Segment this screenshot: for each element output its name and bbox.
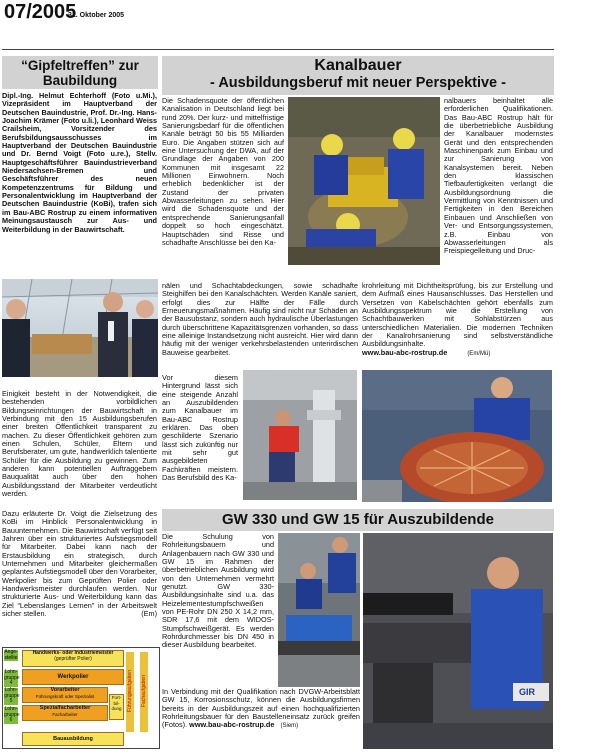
- svg-text:GIR: GIR: [519, 687, 536, 697]
- trainee-pipe-photo: [243, 370, 357, 500]
- diagram-vertical-label: Fachaufgaben: [141, 675, 147, 707]
- gw-author: (Siem): [280, 723, 299, 730]
- header-rule: [2, 49, 554, 50]
- main-article-subtitle: - Ausbildungsberuf mit neuer Perspektive -: [210, 75, 506, 91]
- main-title-bar: [162, 56, 554, 95]
- gw-article-title: GW 330 und GW 15 für Auszubildende: [222, 511, 494, 528]
- pipe-worker-photo: [363, 533, 553, 749]
- diagram-box-sub: Facharbeiter: [52, 711, 78, 717]
- main-article-title: Kanalbauer: [314, 57, 402, 74]
- summit-photo: [2, 279, 158, 377]
- gw-text-2-body: In Verbindung mit der Qualifikation nach DVGW-Arbeitsblatt GW 15, Korrosionsschutz, können die Ausbildungsfirmen bereits in der Ausbildungszeit auf einen hochqualifizierten Rohrleitungsbauer für den Baustelleneinsatz zurück greifen (Fotos).: [162, 687, 360, 730]
- gw-url: www.bau-abc-rostrup.de: [189, 720, 275, 730]
- diagram-box-spezial: [22, 705, 108, 721]
- diagram-box-sub: (geprüfter Polier): [54, 655, 92, 662]
- diagram-box-sub: Führungskraft oder Spezialist: [35, 693, 95, 699]
- left-intro-text: Dipl.-Ing. Helmut Echterhoff (Foto u.Mi.), Vizepräsident im Hauptverband der Deutschen Bauindustrie, Prof. Dr.-Ing. Hans-Joachim Krämer (Foto u.li.), Leonhard Weiss Crailsheim, Vorsitzender des Berufsbildungsausschusses im Hauptverband der Deutschen Bauindustrie und Dr. Bernd Voigt (Foto u.re.), Stellv. Hauptgeschäftsführer Bauindustrieverband Niedersachsen-Bremen und Geschäftsführer des neuen Kompetenzzentrums für Bildung und Personalentwicklung im Hauptverband der Deutschen Bauindustrie (KoBi), trafen sich im Bau-ABC Rostrup zu einem informativen Meinungsaustausch zur Aus- und Weiterbildung in der Bauwirtschaft.: [2, 91, 157, 234]
- main-wide-left: nälen und Schachtabdeckungen, sowie schadhafte Steighilfen bei den Kanalschächten. Werden Kanäle saniert, erfolgt dies zur Hälfte der Fälle durch Erneuerungsmaßnahmen. Häufig sind nicht nur Schäden an der Bausubstanz, sondern auch hydraulische Überlastungen durch überschrittene Kapazitätsgrenzen vorhanden, so dass eine alleinige Instandsetzung nicht ausreicht. Hier wird dann häufig mit der weniger verkehrsbelastenden unterirdischen Bauweise gearbeitet.: [162, 281, 358, 357]
- diagram-box-title: Werkpolier: [57, 674, 89, 680]
- diagram-box-title: Vorarbeiter: [50, 687, 80, 693]
- diagram-box-title: Spezialfacharbeiter: [39, 705, 91, 711]
- main-col3-text: nalbauers beinhaltet alle erforderlichen Qualifikationen. Das Bau-ABC Rostrup hält für die überbetriebliche Ausbildung der Kanalbauer modernstes Gerät und den entsprechenden Maschinenpark zum Einbau und zur Sanierung von Kanalsystemen bereit. Neben den klassischen Tiefbaufertigkeiten verlangt die Ausbildungsordnung die Vermittlung von Kenntnissen und Fertigkeiten in den Bereichen Einbauen und Anschließen von Ver- und Entsorgungssystemen, z.B. Einbau von Abwasserleitungen als Freispiegelleitung und Druc-: [444, 96, 553, 256]
- diagram-arrow-fach: [140, 652, 148, 732]
- left-author: (Em): [141, 609, 157, 619]
- diagram-side-label: Lohn-gruppe 4: [4, 669, 20, 686]
- main-col1-text: Die Schadensquote der öffentlichen Kanalisation in Deutschland liegt bei rund 20%. Der kurz- und mittelfristige Sanierungsbedarf für die öffentlichen Kanäle beträgt 50 bis 55 Milliarden Euro. Die Angaben stützen sich auf eine Untersuchung der DWA, auf der Grundlage der Angaben von 200 Kommunen mit insgesamt 22 Millionen Einwohnern. Noch erheblich bedenklicher ist der Zustand der privaten Abwasserleitungen zu sehen. Hier wird die Schadensquote und der entsprechende Sanierungsanfall doppelt so hoch eingeschätzt. Hauptschäden sind Risse und schadhafte Anschlüsse bei den Ka-: [162, 96, 284, 247]
- diagram-box-vorarbeiter: [22, 687, 108, 703]
- main-author: (Em/Mü): [467, 350, 491, 357]
- manhole-shaft-photo: [362, 370, 552, 502]
- diagram-box-bauausbildung: [22, 732, 124, 746]
- diagram-arrow-fuehrung: [126, 652, 134, 732]
- left-article-title: “Gipfeltreffen” zur Baubildung: [21, 58, 139, 88]
- main-wide-right: [362, 282, 553, 358]
- diagram-box-meister: [22, 650, 124, 667]
- issue-date: 31. Oktober 2005: [68, 12, 125, 19]
- diagram-box-fortbildung: Fort-bil-dung: [109, 694, 124, 720]
- gw-title-bar: [162, 509, 554, 531]
- main-narrow-text: Vor diesem Hintergrund lässt sich eine steigende Anzahl an Auszubildenden zum Kanalbauer im Bau-ABC Rostrup erklären. Das oben geschilderte Szenario lässt sich zukünftig nur mit sehr gut ausgebildeten Fachkräften meistern. Das Berufsbild des Ka-: [162, 373, 238, 483]
- diagram-box-title: Handwerks- oder Industriemeister: [32, 650, 114, 656]
- left-body-1: Einigkeit besteht in der Notwendigkeit, die bestehenden vorbildlichen Bildungseinrichtungen der Bauwirtschaft in Verbindung mit den 15 Ausbildungsberufen einer breiten Öffentlichkeit transparent zu machen. Zu dieser Öffentlichkeit gehören zum einen Schulen, Schüler, Eltern und Berufsberater, um gute, handwerklich talentierte Schüler für die Ausbildung zu gewinnen. Zum anderen kann potentiellen Auftraggebern Bauqualität auch über den hohen Ausbildungsstand der Mitarbeiter verdeutlicht werden.: [2, 389, 157, 499]
- main-url: www.bau-abc-rostrup.de: [362, 347, 448, 357]
- left-title-bar: [2, 56, 158, 89]
- sewer-workers-photo: [288, 97, 440, 265]
- diagram-box-title: Bauausbildung: [53, 736, 93, 742]
- welding-photo: [278, 533, 360, 687]
- main-wide-right-text: krohrleitung mit Dichtheitsprüfung, bis zur Erstellung und dem Aufmaß eines Hausanschlusses. Das Herstellen und Versetzen von Kabelschächten gehört ebenfalls zum Ausbildungsspektrum wie die Erstellung von Schachtbauwerken mit Sohlabstürzen aus unterschiedlichen Materialien. Die modernen Techniken der Kanalrohrsanierung sind selbstverständliche Ausbildungsinhalte.: [362, 281, 553, 349]
- diagram-vertical-label: Führungsaufgaben: [127, 670, 133, 712]
- career-diagram: [2, 647, 160, 749]
- diagram-box-werkpolier: [22, 669, 124, 685]
- diagram-side-label: Lohn-gruppe 5: [4, 687, 20, 704]
- left-body-2-text: Dazu erläuterte Dr. Voigt die Zielsetzung des KoBi im Hinblick Personalentwicklung in Bauunternehmen. Die Bauwirtschaft verfügt seit Jahren über ein strukturiertes Aufstiegsmodell für Mitarbeiter. Dabei kann nach der Erstausbildung ein strategisch, durch Unternehmen und Mitarbeiter gleichermaßen geplantes Aufstiegsmodell über den Vorarbeiter, Werkpolier bis zum Geprüften Polier oder Handwerksmeister durchlaufen werden. Nur strukturierte Aus- und Weiterbildung kann das Ziel “Lebenslanges Lernen” in der Arbeitswelt sicher stellen.: [2, 509, 157, 619]
- diagram-side-label: Lohn-gruppe 6: [4, 706, 20, 723]
- gw-text-1: Die Schulung von Rohrleitungsbauern und Anlagenbauern nach GW 330 und GW 15 im Rahmen der überbetrieblichen Ausbildung wird von den Unternehmen vermehrt genutzt. GW 330-Ausbildungsinhalte sind u.a. das Heizelementestumpfschweißen von PE-Rohr DN 250 X 14,2 mm, SDR 17,6 mit dem WIDOS-Stumpfschweißgerät. Es werden Rohrdurchmesser bis DN 450 in dieser Ausbildung bearbeitet.: [162, 532, 274, 650]
- left-body-2: [2, 510, 157, 618]
- gw-text-2: [162, 688, 360, 731]
- diagram-side-label: Ange-stellte: [4, 649, 18, 661]
- issue-number: 07/2005: [4, 1, 77, 23]
